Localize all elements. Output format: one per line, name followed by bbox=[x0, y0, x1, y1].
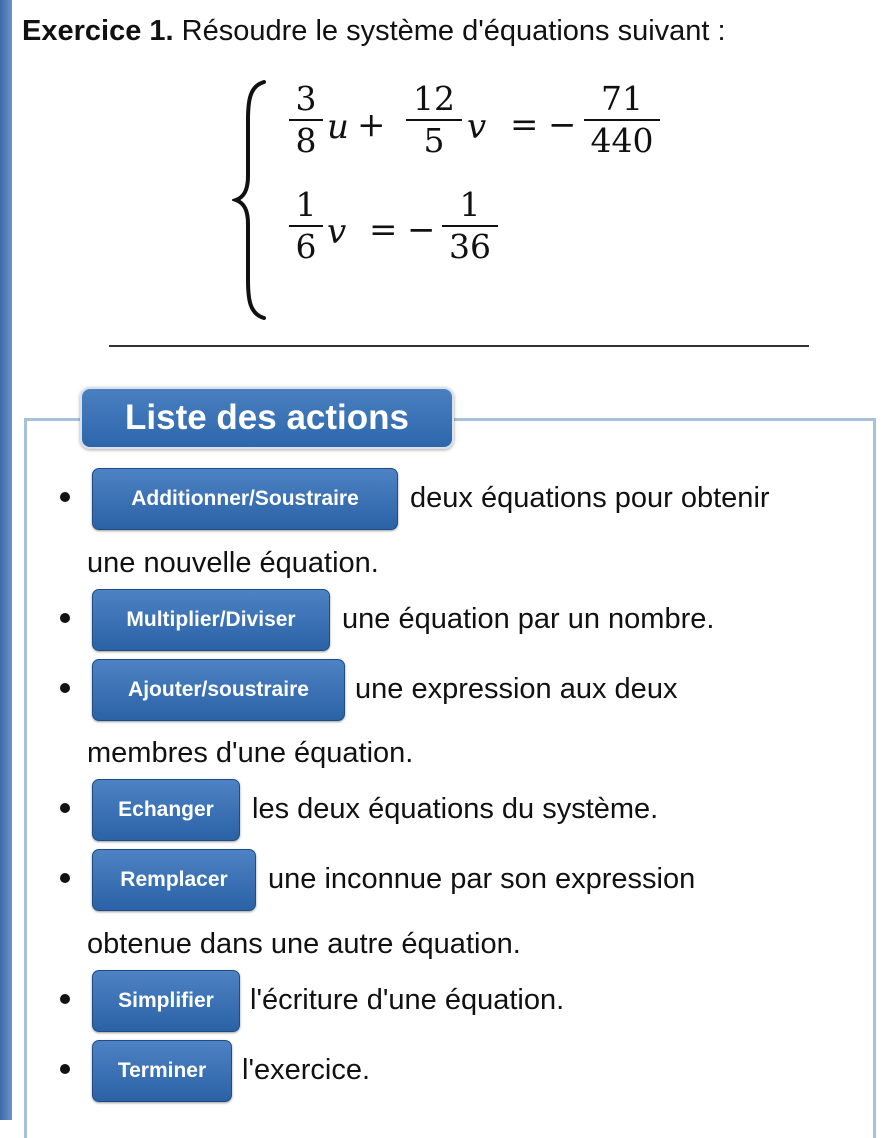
eq1-minus: − bbox=[548, 105, 577, 145]
eq1-plus: + bbox=[357, 105, 386, 145]
list-bullet bbox=[60, 1064, 70, 1074]
add-subtract-equations-button[interactable]: Additionner/Soustraire bbox=[92, 468, 398, 530]
eq1-rhs: 71 440 bbox=[584, 80, 660, 160]
action-description: deux équations pour obtenir bbox=[410, 482, 770, 514]
replace-button[interactable]: Remplacer bbox=[92, 849, 256, 911]
swap-button[interactable]: Echanger bbox=[92, 779, 240, 841]
eq1-var-v: v bbox=[467, 107, 487, 147]
eq1-coef-v: 12 5 bbox=[406, 80, 462, 160]
eq2-coef-v: 1 6 bbox=[289, 186, 323, 266]
action-description-continued: membres d'une équation. bbox=[87, 737, 414, 769]
left-brace-icon bbox=[232, 80, 272, 320]
list-bullet bbox=[60, 492, 70, 502]
eq2-rhs: 1 36 bbox=[442, 186, 498, 266]
action-description: une expression aux deux bbox=[355, 673, 678, 705]
finish-button[interactable]: Terminer bbox=[92, 1040, 232, 1102]
actions-panel-title: Liste des actions bbox=[80, 387, 454, 449]
exercise-instruction: Résoudre le système d'équations suivant : bbox=[181, 15, 726, 47]
action-description: une inconnue par son expression bbox=[268, 863, 696, 895]
eq1-coef-u: 3 8 bbox=[289, 80, 323, 160]
equation-system bbox=[12, 0, 883, 340]
action-description: l'écriture d'une équation. bbox=[250, 984, 565, 1016]
action-description-continued: une nouvelle équation. bbox=[87, 547, 379, 579]
eq2-var-v: v bbox=[327, 212, 347, 252]
list-bullet bbox=[60, 994, 70, 1004]
left-edge-stripe bbox=[0, 0, 12, 1120]
list-bullet bbox=[60, 683, 70, 693]
eq2-minus: − bbox=[407, 210, 436, 250]
separator-line bbox=[109, 345, 809, 347]
exercise-label: Exercice 1. bbox=[22, 15, 174, 47]
simplify-button[interactable]: Simplifier bbox=[92, 970, 240, 1032]
eq2-equals: = bbox=[369, 210, 398, 250]
eq1-var-u: u bbox=[327, 107, 349, 147]
multiply-divide-button[interactable]: Multiplier/Diviser bbox=[92, 589, 330, 651]
action-description: une équation par un nombre. bbox=[342, 603, 715, 635]
action-description-continued: obtenue dans une autre équation. bbox=[87, 928, 521, 960]
list-bullet bbox=[60, 803, 70, 813]
exercise-page bbox=[12, 0, 883, 1120]
list-bullet bbox=[60, 613, 70, 623]
action-description: les deux équations du système. bbox=[252, 793, 659, 825]
list-bullet bbox=[60, 873, 70, 883]
add-subtract-expression-button[interactable]: Ajouter/soustraire bbox=[92, 659, 345, 721]
action-description: l'exercice. bbox=[242, 1054, 371, 1086]
eq1-equals: = bbox=[510, 105, 539, 145]
